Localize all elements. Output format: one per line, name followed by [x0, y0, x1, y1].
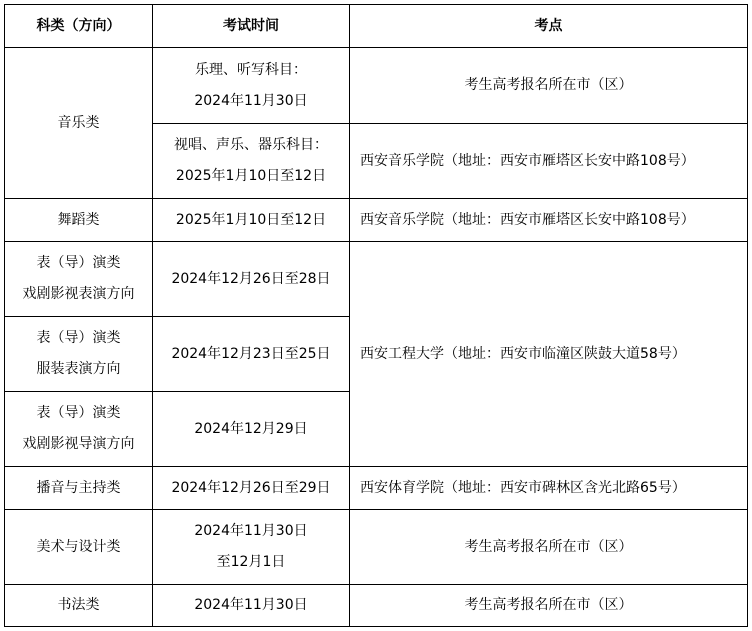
category-performance-drama [5, 242, 153, 317]
category-performance-drama-type: 表（导）演类 [36, 255, 121, 271]
category-performance-directing [5, 392, 153, 467]
location-calligraphy: 考生高考报名所在市（区） [350, 585, 748, 627]
time-art-design-start: 2024年11月30日 [194, 523, 308, 539]
header-exam-location: 考点 [350, 5, 748, 48]
table-row-performance-drama [5, 242, 748, 317]
time-art-design [153, 510, 350, 585]
location-music-performance: 西安音乐学院（地址：西安市雁塔区长安中路108号） [350, 124, 748, 199]
time-performance-fashion: 2024年12月23日至25日 [153, 317, 350, 392]
table-row-calligraphy [5, 585, 748, 627]
time-broadcast: 2024年12月26日至29日 [153, 467, 350, 510]
location-music-theory: 考生高考报名所在市（区） [350, 48, 748, 124]
time-music-theory-date: 2024年11月30日 [194, 92, 308, 109]
category-performance-drama-direction: 戏剧影视表演方向 [22, 286, 135, 302]
time-performance-directing: 2024年12月29日 [153, 392, 350, 467]
time-dance: 2025年1月10日至12日 [153, 199, 350, 242]
time-music-performance-date: 2025年1月10日至12日 [175, 168, 327, 184]
time-music-performance-subjects: 视唱、声乐、器乐科目： [174, 137, 328, 153]
time-music-theory-subjects: 乐理、听写科目： [195, 61, 307, 78]
location-performance: 西安工程大学（地址：西安市临潼区陕鼓大道58号） [350, 242, 748, 467]
header-exam-time: 考试时间 [153, 5, 350, 48]
table-row-music-1 [5, 48, 748, 124]
location-art-design: 考生高考报名所在市（区） [350, 510, 748, 585]
category-music: 音乐类 [5, 48, 153, 199]
category-art-design: 美术与设计类 [5, 510, 153, 585]
time-calligraphy: 2024年11月30日 [153, 585, 350, 627]
category-performance-directing-direction: 戏剧影视导演方向 [22, 436, 135, 452]
category-performance-fashion-direction: 服装表演方向 [36, 361, 121, 377]
table-row-dance [5, 199, 748, 242]
time-performance-drama: 2024年12月26日至28日 [153, 242, 350, 317]
category-dance: 舞蹈类 [5, 199, 153, 242]
time-music-performance [153, 124, 350, 199]
category-performance-directing-type: 表（导）演类 [36, 405, 121, 421]
category-performance-fashion [5, 317, 153, 392]
location-dance: 西安音乐学院（地址：西安市雁塔区长安中路108号） [350, 199, 748, 242]
location-broadcast: 西安体育学院（地址：西安市碑林区含光北路65号） [350, 467, 748, 510]
table-row-broadcast [5, 467, 748, 510]
category-performance-fashion-type: 表（导）演类 [36, 330, 121, 346]
time-art-design-end: 至12月1日 [216, 554, 286, 570]
table-row-art-design [5, 510, 748, 585]
header-category: 科类（方向） [5, 5, 153, 48]
exam-schedule-table [4, 4, 748, 627]
category-calligraphy: 书法类 [5, 585, 153, 627]
time-music-theory [153, 48, 350, 124]
header-row [5, 5, 748, 48]
category-broadcast: 播音与主持类 [5, 467, 153, 510]
